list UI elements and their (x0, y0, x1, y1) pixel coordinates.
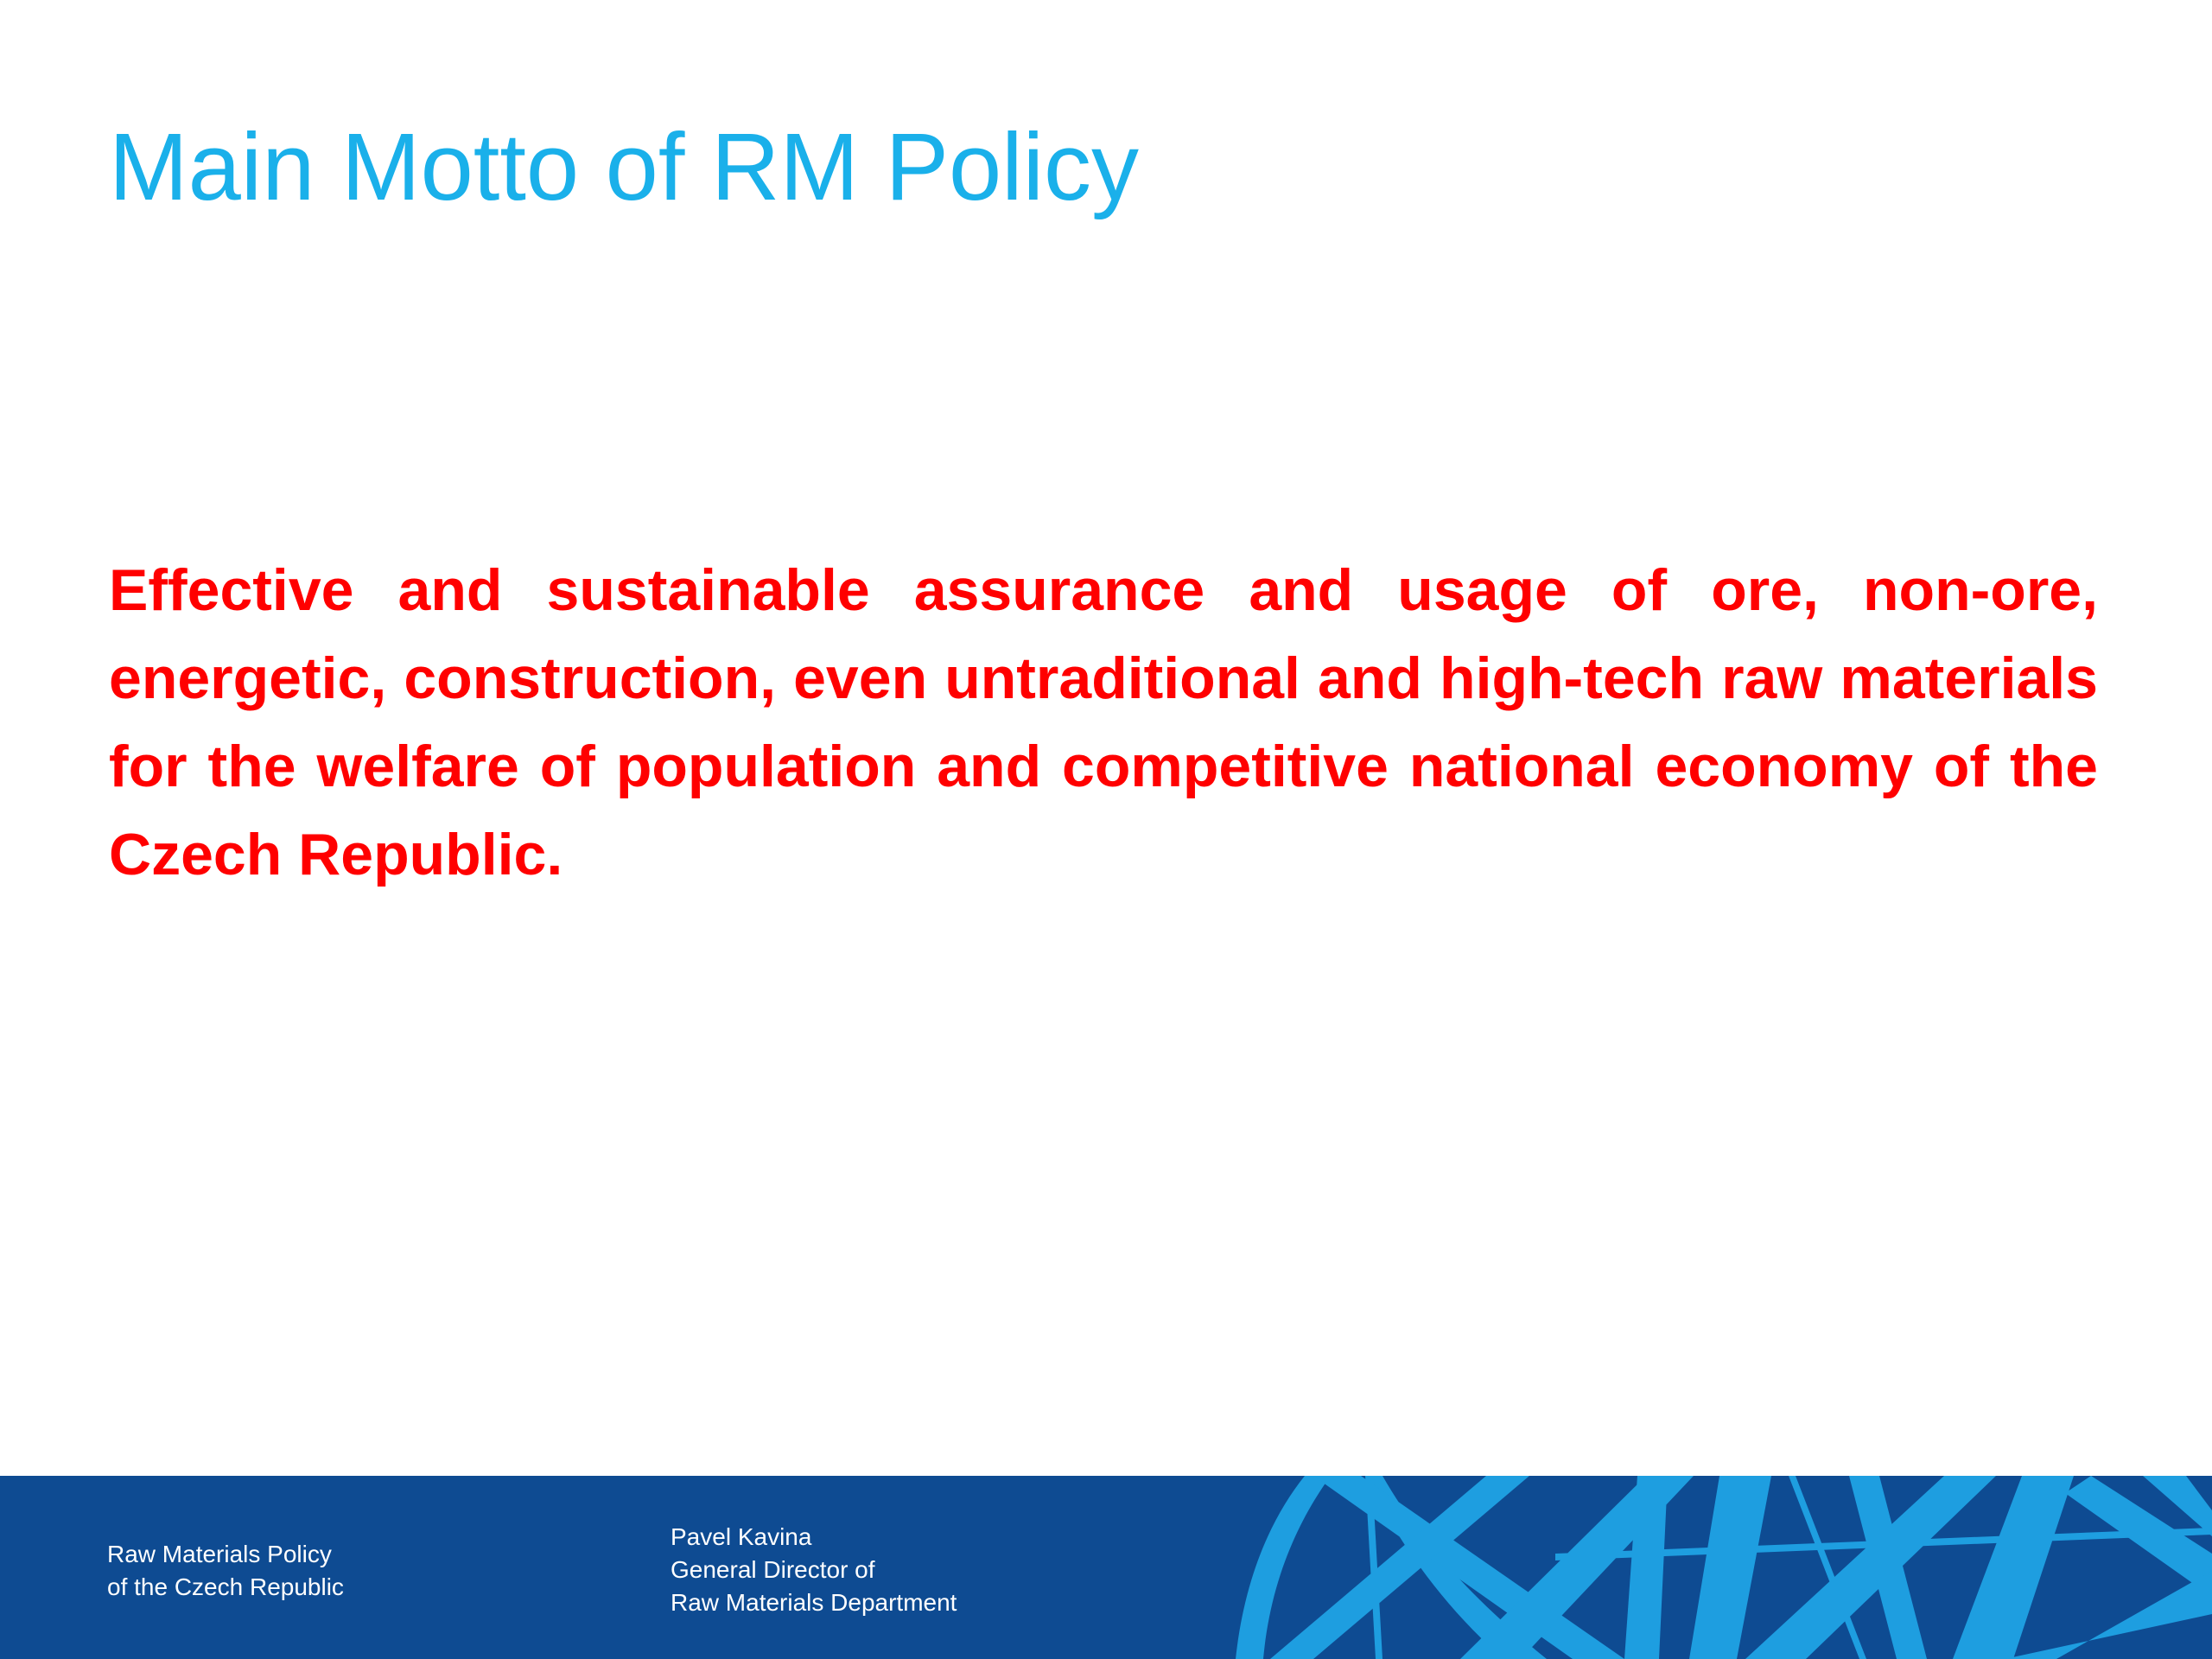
presenter-department: Raw Materials Department (671, 1589, 957, 1616)
presenter-role: General Director of (671, 1556, 875, 1583)
footer-organization (107, 1538, 344, 1604)
slide-title: Main Motto of RM Policy (109, 114, 1140, 220)
footer-organization-line: of the Czech Republic (107, 1573, 344, 1600)
footer-presenter (671, 1521, 957, 1619)
footer-bar (0, 1476, 2212, 1659)
footer-organization-line: Raw Materials Policy (107, 1541, 332, 1567)
presenter-name: Pavel Kavina (671, 1523, 812, 1550)
motto-text: Effective and sustainable assurance and usage of ore, non-ore, energetic, construction, even untraditional and high-tech raw materials for the welfare of population and competitive national economy of the Czech Republic. (109, 557, 2098, 887)
